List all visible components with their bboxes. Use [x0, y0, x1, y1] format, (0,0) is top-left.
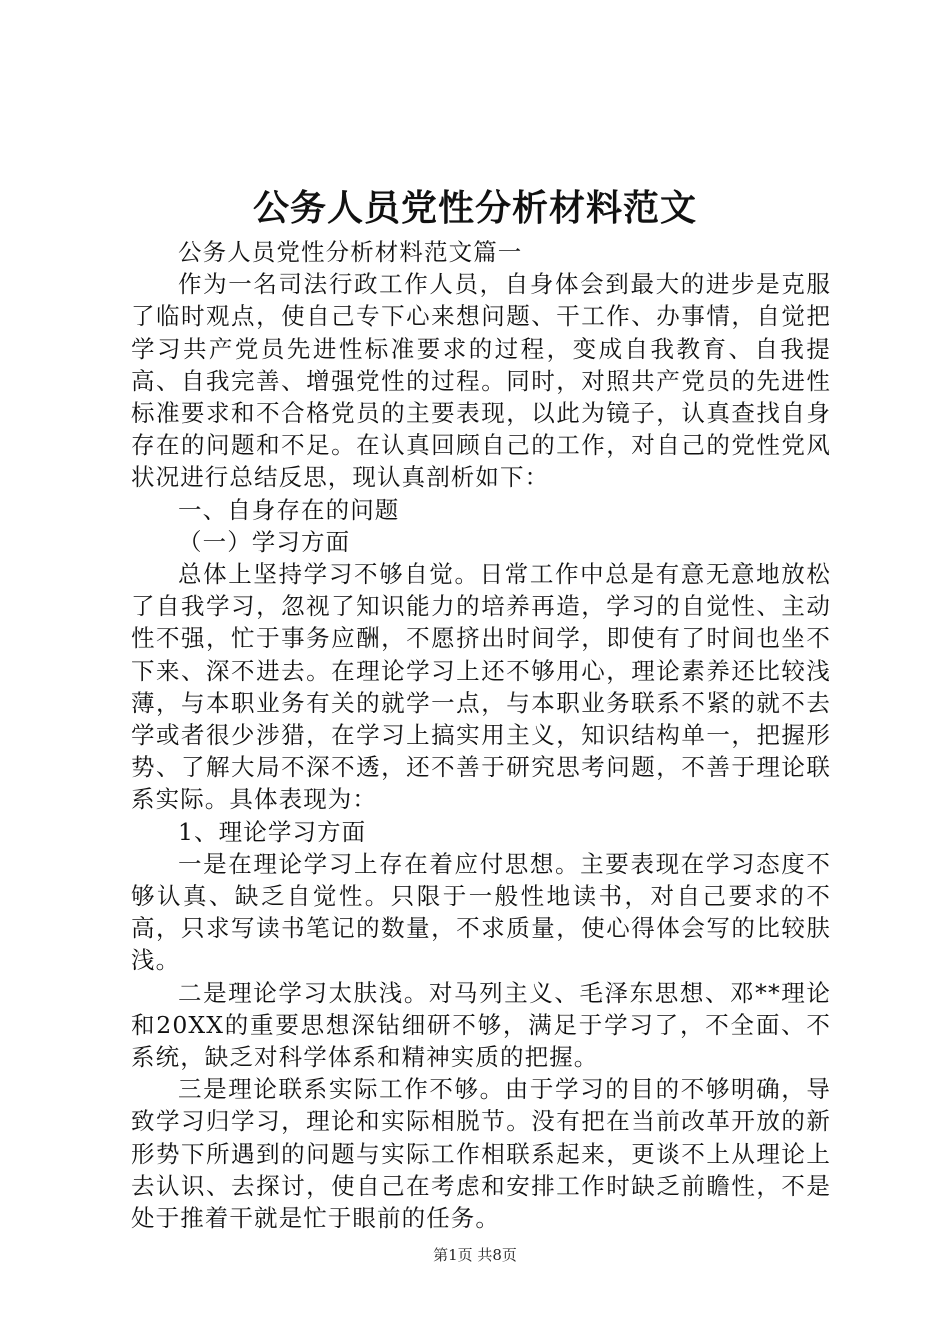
subsection-heading: （一）学习方面: [178, 527, 351, 556]
page-number-footer: 第1页 共8页: [433, 1246, 517, 1264]
body-paragraph: 三是理论联系实际工作不够。由于学习的目的不够明确，导致学习归学习，理论和实际相脱节。没有把在当前改革开放的新形势下所遇到的问题与实际工作相联系起来，更谈不上从理论上去认识、去探讨，使自己在考虑和安排工作时缺乏前瞻性，不是处于推着干就是忙于眼前的任务。: [131, 1075, 831, 1233]
document-title: 公务人员党性分析材料范文: [252, 187, 697, 229]
subsection-heading: 1、理论学习方面: [178, 817, 367, 846]
body-paragraph: 二是理论学习太肤浅。对马列主义、毛泽东思想、邓**理论和20XX的重要思想深钻细研不够，满足于学习了，不全面、不系统，缺乏对科学体系和精神实质的把握。: [131, 978, 831, 1072]
body-paragraph: 作为一名司法行政工作人员，自身体会到最大的进步是克服了临时观点，使自己专下心来想问题、干工作、办事情，自觉把学习共产党员先进性标准要求的过程，变成自我教育、自我提高、自我完善、增强党性的过程。同时，对照共产党员的先进性标准要求和不合格党员的主要表现，以此为镜子，认真查找自身存在的问题和不足。在认真回顾自己的工作，对自己的党性党风状况进行总结反思，现认真剖析如下：: [131, 270, 831, 492]
section-subtitle: 公务人员党性分析材料范文篇一: [178, 238, 523, 266]
section-heading: 一、自身存在的问题: [178, 495, 400, 524]
body-paragraph: 一是在理论学习上存在着应付思想。主要表现在学习态度不够认真、缺乏自觉性。只限于一般性地读书，对自己要求的不高，只求写读书笔记的数量，不求质量，使心得体会写的比较肤浅。: [131, 849, 831, 975]
document-body: [131, 236, 831, 1234]
body-paragraph: 总体上坚持学习不够自觉。日常工作中总是有意无意地放松了自我学习，忽视了知识能力的培养再造，学习的自觉性、主动性不强，忙于事务应酬，不愿挤出时间学，即使有了时间也坐不下来、深不进去。在理论学习上还不够用心，理论素养还比较浅薄，与本职业务有关的就学一点，与本职业务联系不紧的就不去学或者很少涉猎，在学习上搞实用主义，知识结构单一，把握形势、了解大局不深不透，还不善于研究思考问题，不善于理论联系实际。具体表现为：: [131, 560, 831, 814]
